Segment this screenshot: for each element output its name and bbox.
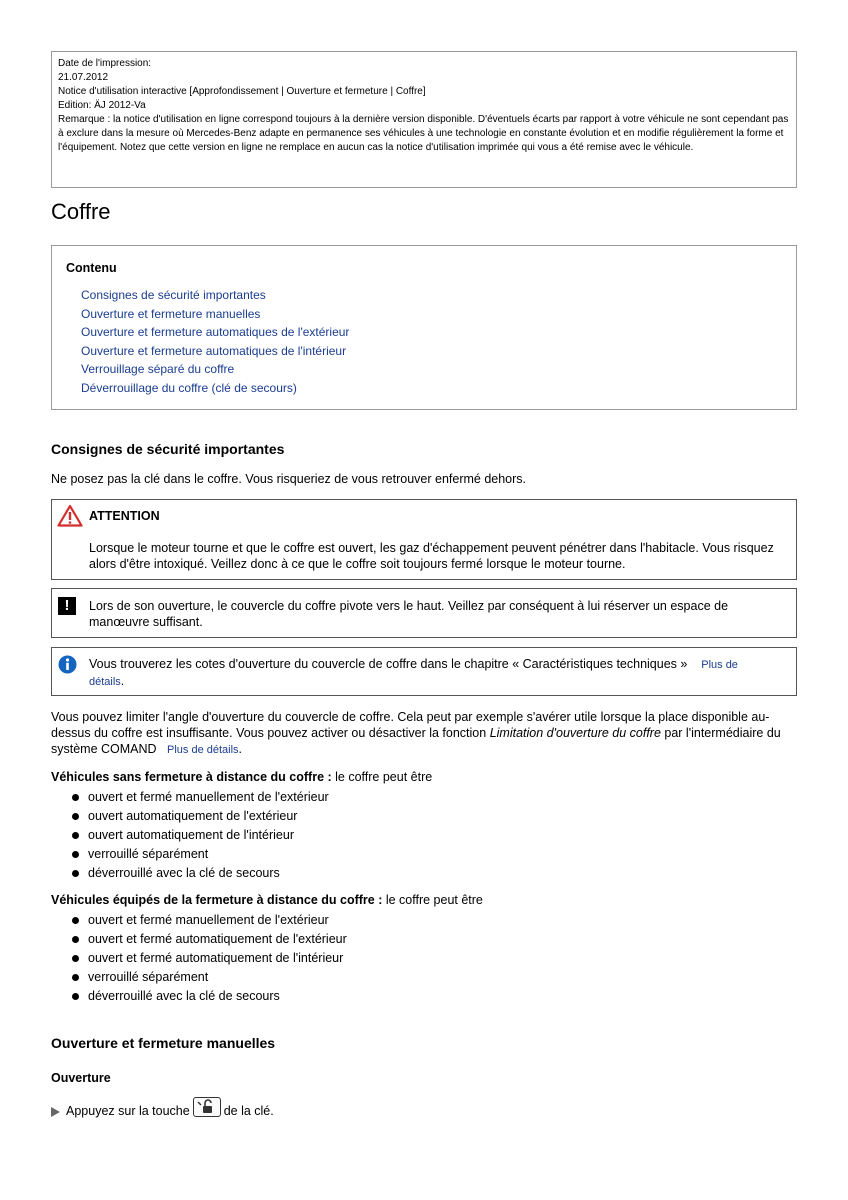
without-remote-list <box>51 788 329 883</box>
edition: Edition: ÄJ 2012-Va <box>58 100 146 111</box>
limit-paragraph <box>51 709 781 758</box>
trunk-unlock-key-icon <box>193 1097 221 1117</box>
list-item: verrouillé séparément <box>51 968 347 987</box>
info-icon <box>58 655 77 679</box>
print-date-label: Date de l'impression: <box>58 58 152 69</box>
note-text: Lors de son ouverture, le couvercle du coffre pivote vers le haut. Veillez par conséquent à lui réserver un espace de manœuvre suffisant. <box>89 599 729 629</box>
toc-link[interactable]: Verrouillage séparé du coffre <box>81 362 235 376</box>
toc-link[interactable]: Déverrouillage du coffre (clé de secours) <box>81 380 297 395</box>
section-heading-manual: Ouverture et fermeture manuelles <box>51 1035 276 1051</box>
info-text: Vous trouverez les cotes d'ouverture du couvercle de coffre dans le chapitre « Caractéristiques techniques » <box>89 657 688 671</box>
limit-function-name: Limitation d'ouverture du coffre <box>489 726 661 740</box>
limit-details-link[interactable]: Plus de détails <box>167 744 239 756</box>
list-item: ouvert automatiquement de l'extérieur <box>51 807 329 826</box>
toc-link[interactable]: Ouverture et fermeture automatiques de l'intérieur <box>81 343 347 358</box>
limit-text-1: Vous pouvez limiter l'angle d'ouverture du couvercle de coffre. Cela peut par exemple s'avérer utile lorsque la place disponible au-dessus du coffre est insuffisante. Vous pouvez activer ou désactiver la fonction <box>51 710 770 740</box>
step-arrow-icon <box>51 1107 60 1117</box>
list-item: ouvert et fermé automatiquement de l'extérieur <box>51 930 347 949</box>
info-details-link-cont[interactable]: détails <box>89 676 121 688</box>
step-text-2: de la clé. <box>223 1104 274 1118</box>
list-item: verrouillé séparément <box>51 845 329 864</box>
notice-path: Notice d'utilisation interactive [Approfondissement | Ouverture et fermeture | Coffre] <box>58 86 426 97</box>
info-details-link[interactable]: Plus de <box>701 659 738 671</box>
list-item: déverrouillé avec la clé de secours <box>51 987 347 1006</box>
safety-intro: Ne posez pas la clé dans le coffre. Vous risqueriez de vous retrouver enfermé dehors. <box>51 472 527 486</box>
with-remote-lead-bold: Véhicules équipés de la fermeture à distance du coffre : <box>51 893 383 907</box>
warning-triangle-icon <box>57 504 83 532</box>
section-heading-safety: Consignes de sécurité importantes <box>51 441 285 457</box>
toc-link[interactable]: Ouverture et fermeture manuelles <box>81 306 261 321</box>
list-item: ouvert et fermé automatiquement de l'intérieur <box>51 949 347 968</box>
limit-text-2: par l'intermédiaire du système COMAND <box>51 726 781 756</box>
warning-title: ATTENTION <box>89 509 160 523</box>
with-remote-lead <box>51 892 483 908</box>
toc-title: Contenu <box>66 261 117 275</box>
toc-list <box>81 286 349 397</box>
without-remote-lead <box>51 769 432 785</box>
info-box <box>51 647 797 696</box>
without-remote-lead-rest: le coffre peut être <box>331 770 433 784</box>
page-title: Coffre <box>51 199 111 224</box>
limit-end: . <box>238 742 243 756</box>
print-date: 21.07.2012 <box>58 72 109 83</box>
list-item: ouvert et fermé manuellement de l'extérieur <box>51 788 329 807</box>
info-end: . <box>120 674 125 688</box>
subheading-opening: Ouverture <box>51 1071 111 1085</box>
list-item: ouvert et fermé manuellement de l'extérieur <box>51 911 347 930</box>
with-remote-list <box>51 911 347 1006</box>
warning-text: Lorsque le moteur tourne et que le coffre est ouvert, les gaz d'échappement peuvent pénétrer dans l'habitacle. Vous risquez alors d'être intoxiqué. Veillez donc à ce que le coffre soit toujours fermé lorsque le moteur tourne. <box>89 541 774 571</box>
toc-link[interactable]: Consignes de sécurité importantes <box>81 288 266 302</box>
step-press-key <box>51 1097 274 1119</box>
step-text-1: Appuyez sur la touche <box>66 1104 190 1118</box>
with-remote-lead-rest: le coffre peut être <box>382 893 483 907</box>
note-box <box>51 588 797 638</box>
print-info-box <box>51 51 797 188</box>
list-item: déverrouillé avec la clé de secours <box>51 864 329 883</box>
exclamation-icon: ! <box>58 597 76 615</box>
toc-link[interactable]: Ouverture et fermeture automatiques de l'extérieur <box>81 325 350 339</box>
list-item: ouvert automatiquement de l'intérieur <box>51 826 329 845</box>
remark: Remarque : la notice d'utilisation en ligne correspond toujours à la dernière version disponible. D'éventuels écarts par rapport à votre véhicule ne sont cependant pas à exclure dans la mesure où Mercedes-Benz adapte en permanence ses véhicules à une technologie en constante évolution et en modifie régulièrement la forme et l'équipement. Notez que cette version en ligne ne remplace en aucun cas la notice d'utilisation imprimée qui vous a été remise avec le véhicule. <box>58 114 789 153</box>
warning-box <box>51 499 797 580</box>
table-of-contents <box>51 245 797 410</box>
without-remote-lead-bold: Véhicules sans fermeture à distance du coffre : <box>51 770 332 784</box>
